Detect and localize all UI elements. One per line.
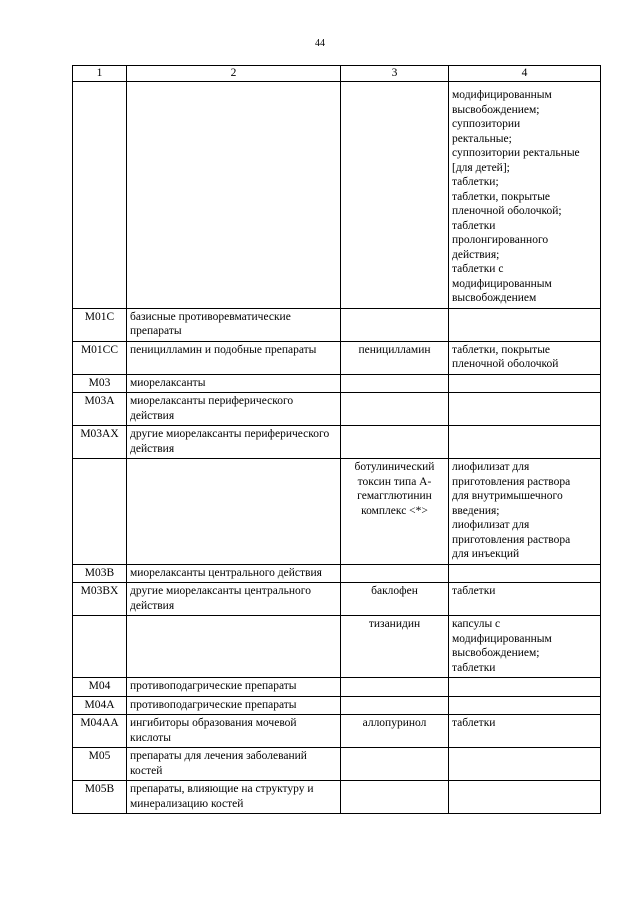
inn-cell [341,308,449,341]
dosage-form-cell [449,308,601,341]
inn-cell [341,374,449,393]
table-row [73,715,601,748]
atc-code-cell: M04A [73,696,127,715]
table-row [73,696,601,715]
table-row [73,308,601,341]
group-name-cell [127,459,341,565]
group-name-cell: препараты, влияющие на структуру и минерализацию костей [127,781,341,814]
inn-cell [341,393,449,426]
atc-code-cell: M03 [73,374,127,393]
group-name-cell: ингибиторы образования мочевой кислоты [127,715,341,748]
group-name-cell: миорелаксанты [127,374,341,393]
atc-code-cell: M05B [73,781,127,814]
table-row [73,678,601,697]
table-row [73,564,601,583]
group-name-cell: базисные противоревматические препараты [127,308,341,341]
dosage-form-cell: модифицированным высвобождением; суппозитории ректальные; суппозитории ректальные [для детей]; таблетки; таблетки, покрытые пленочной оболочкой; таблетки пролонгированного действия; таблетки с модифицированным высвобождением [449,82,601,309]
dosage-form-cell [449,426,601,459]
dosage-form-cell [449,748,601,781]
inn-cell: баклофен [341,583,449,616]
column-header-3: 3 [341,66,449,82]
inn-cell: тизанидин [341,616,449,678]
dosage-form-cell: капсулы с модифицированным высвобождением; таблетки [449,616,601,678]
group-name-cell: миорелаксанты центрального действия [127,564,341,583]
inn-cell [341,426,449,459]
group-name-cell [127,82,341,309]
table-row [73,781,601,814]
group-name-cell: противоподагрические препараты [127,696,341,715]
dosage-form-cell: таблетки, покрытые пленочной оболочкой [449,341,601,374]
table-row [73,426,601,459]
column-header-1: 1 [73,66,127,82]
table-header-row [73,66,601,82]
atc-code-cell [73,616,127,678]
dosage-form-cell: таблетки [449,715,601,748]
table-row [73,374,601,393]
inn-cell [341,678,449,697]
group-name-cell: препараты для лечения заболеваний костей [127,748,341,781]
inn-cell [341,781,449,814]
table-row [73,616,601,678]
inn-cell [341,696,449,715]
group-name-cell: другие миорелаксанты периферического действия [127,426,341,459]
inn-cell: аллопуринол [341,715,449,748]
atc-code-cell: M01CC [73,341,127,374]
drug-table [72,65,601,814]
dosage-form-cell: лиофилизат для приготовления раствора для внутримышечного введения; лиофилизат для приготовления раствора для инъекций [449,459,601,565]
atc-code-cell: M04AA [73,715,127,748]
dosage-form-cell [449,393,601,426]
group-name-cell [127,616,341,678]
table-row [73,341,601,374]
dosage-form-cell [449,781,601,814]
atc-code-cell: M03B [73,564,127,583]
table-row [73,459,601,565]
group-name-cell: миорелаксанты периферического действия [127,393,341,426]
dosage-form-cell [449,564,601,583]
dosage-form-cell: таблетки [449,583,601,616]
inn-cell: ботулинический токсин типа A-гемагглютинин комплекс <*> [341,459,449,565]
dosage-form-cell [449,678,601,697]
atc-code-cell: M03BX [73,583,127,616]
dosage-form-cell [449,696,601,715]
group-name-cell: другие миорелаксанты центрального действия [127,583,341,616]
dosage-form-cell [449,374,601,393]
atc-code-cell [73,459,127,565]
column-header-4: 4 [449,66,601,82]
column-header-2: 2 [127,66,341,82]
table-row [73,583,601,616]
atc-code-cell [73,82,127,309]
atc-code-cell: M03AX [73,426,127,459]
table-row [73,82,601,309]
inn-cell: пеницилламин [341,341,449,374]
group-name-cell: противоподагрические препараты [127,678,341,697]
atc-code-cell: M05 [73,748,127,781]
atc-code-cell: M04 [73,678,127,697]
inn-cell [341,748,449,781]
page-number: 44 [315,38,325,49]
group-name-cell: пеницилламин и подобные препараты [127,341,341,374]
table-row [73,393,601,426]
inn-cell [341,82,449,309]
atc-code-cell: M03A [73,393,127,426]
table-row [73,748,601,781]
inn-cell [341,564,449,583]
atc-code-cell: M01C [73,308,127,341]
